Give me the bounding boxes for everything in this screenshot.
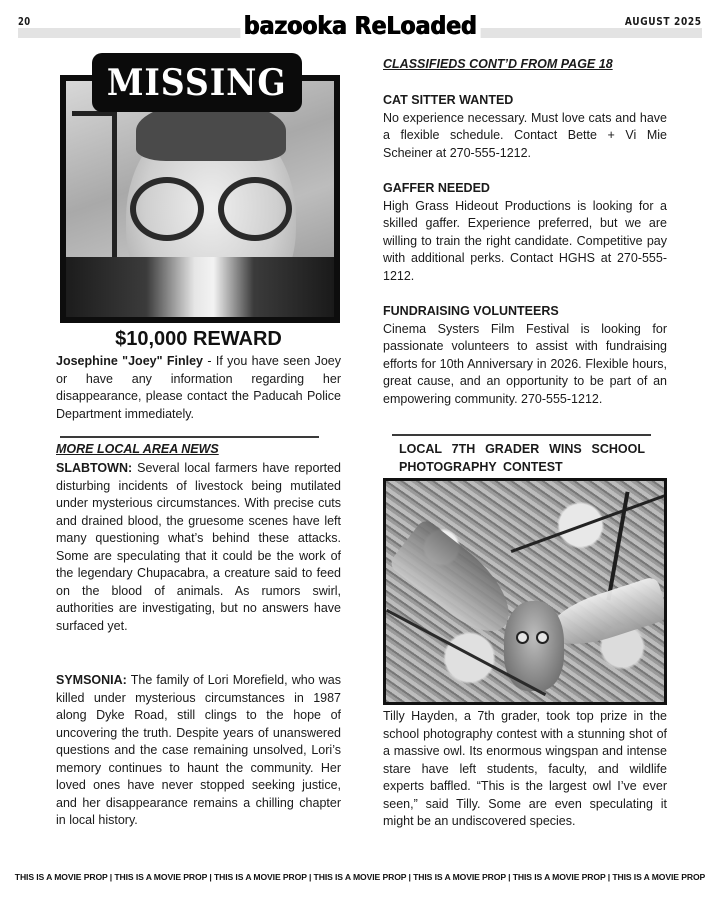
classified-ad	[383, 180, 667, 285]
ad-body: Cinema Systers Film Festival is looking for passionate volunteers to assist with fundraising efforts for 10th Anniversary in 2026. Flexible hours, great cause, and an opportunity to be part of an empowering community. 270-555-1212.	[383, 321, 667, 406]
footer-disclaimer: THIS IS A MOVIE PROP | THIS IS A MOVIE PROP | THIS IS A MOVIE PROP | THIS IS A MOVIE PROP | THIS IS A MOVIE PROP | THIS IS A MOVIE PROP | THIS IS A MOVIE PROP	[14, 872, 706, 882]
photo-jacket	[66, 257, 334, 317]
divider-right	[392, 434, 651, 436]
photo-glasses-left	[130, 177, 204, 241]
story-dateline: SYMSONIA:	[56, 673, 127, 687]
owl-photo-frame	[383, 478, 667, 705]
missing-person-name: Josephine "Joey" Finley	[56, 354, 203, 368]
ad-title: GAFFER NEEDED	[383, 181, 490, 195]
photo-background-door	[72, 111, 117, 271]
news-story-slabtown	[56, 460, 341, 635]
owl-eye-right	[536, 631, 549, 644]
local-news-heading: MORE LOCAL AREA NEWS	[56, 442, 219, 456]
contest-story-body	[383, 708, 667, 831]
ad-title: CAT SITTER WANTED	[383, 93, 514, 107]
ad-body: No experience necessary. Must love cats and have a flexible schedule. Contact Bette + Vi Mie Scheiner at 270-555-1212.	[383, 110, 667, 160]
contest-headline: LOCAL 7TH GRADER WINS SCHOOL PHOTOGRAPHY CONTEST	[399, 442, 645, 474]
classified-ad	[383, 303, 667, 408]
owl-photo	[386, 481, 664, 702]
classifieds-heading: CLASSIFIEDS CONT’D FROM PAGE 18	[383, 57, 613, 71]
missing-person-photo-frame	[60, 75, 340, 323]
missing-person-photo	[66, 81, 334, 317]
photo-branch	[511, 492, 664, 553]
contest-story-text: Tilly Hayden, a 7th grader, took top prize in the school photography contest with a stunning shot of a massive owl. Its enormous wingspan and intense stare have left students, faculty, and wildlife experts baffled. “This is the largest owl I’ve ever seen,” said Tilly. Some are even speculating it might be an undiscovered species.	[383, 709, 667, 828]
missing-tag-label: MISSING	[107, 61, 287, 104]
reward-heading: $10,000 REWARD	[115, 328, 282, 350]
missing-tag	[92, 53, 302, 112]
news-story-symsonia	[56, 672, 341, 830]
classified-ad	[383, 92, 667, 162]
story-body: Several local farmers have reported disturbing incidents of livestock being mutilated under mysterious circumstances. With precise cuts and drained blood, the gruesome scenes have left many questioning what’s behind these attacks. Some are speculating that it could be the work of the legendary Chupacabra, a creature said to feed on the blood of animals. As rumors swirl, authorities are investigating, but no answers have surfaced yet.	[56, 461, 341, 633]
owl-eye-left	[516, 631, 529, 644]
masthead-title: bazooka ReLoaded	[240, 11, 480, 41]
divider-left	[60, 436, 319, 438]
missing-person-description	[56, 353, 341, 423]
issue-date: AUGUST 2025	[625, 15, 702, 28]
page-number: 20	[18, 15, 31, 28]
missing-person-text: If you have seen Joey or have any information regarding her disappearance, please contact the Paducah Police Department immediately.	[56, 354, 342, 421]
story-dateline: SLABTOWN:	[56, 461, 133, 475]
name-separator: -	[203, 354, 216, 368]
story-body: The family of Lori Morefield, who was killed under mysterious circumstances in 1987 along Dyke Road, still clings to the hope of uncovering the truth. Despite years of unanswered questions and the case remaining unsolved, Lori’s memory continues to haunt the community. Her loved ones have never stopped seeking justice, and her disappearance remains a chilling chapter in local history.	[56, 673, 341, 827]
ad-body: High Grass Hideout Productions is looking for a skilled gaffer. Experience preferred, but we are willing to train the right candidate. Competitive pay with additional perks. Contact HGHS at 270-555-1212.	[383, 198, 667, 283]
photo-glasses-right	[218, 177, 292, 241]
masthead	[0, 11, 720, 41]
ad-title: FUNDRAISING VOLUNTEERS	[383, 304, 559, 318]
